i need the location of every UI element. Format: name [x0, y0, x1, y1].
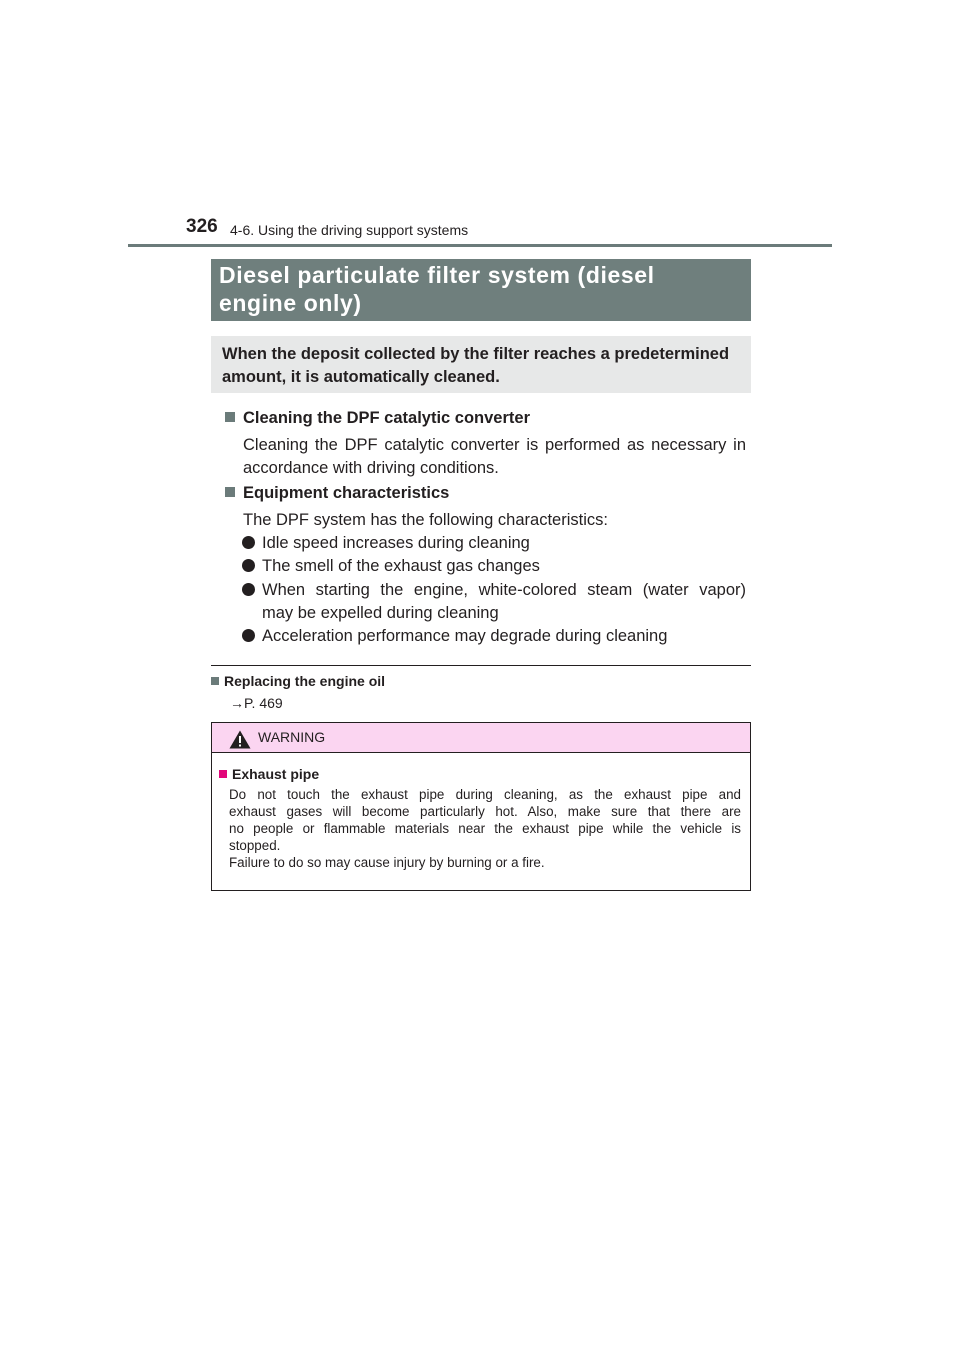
note-heading — [211, 673, 385, 689]
cleaning-heading-text: Cleaning the DPF catalytic converter — [243, 409, 531, 427]
bullet-dot-icon — [242, 629, 255, 642]
bullet-dot-icon — [242, 536, 255, 549]
note-heading-text: Replacing the engine oil — [224, 673, 386, 689]
warning-header — [212, 723, 750, 753]
page-reference-link[interactable]: →P. 469 — [230, 695, 283, 711]
warning-line: Do not touch the exhaust pipe during cleaning, as the exhaust pipe and — [229, 787, 741, 802]
intro-line-2: amount, it is automatically cleaned. — [222, 368, 500, 386]
bullet-item: Acceleration performance may degrade during cleaning — [242, 625, 746, 648]
warning-item-heading-text: Exhaust pipe — [232, 766, 320, 782]
bullet-item: Idle speed increases during cleaning — [242, 532, 746, 555]
warning-box — [211, 722, 751, 891]
cleaning-text-line-2: accordance with driving conditions. — [243, 459, 499, 477]
bullet-dot-icon — [242, 559, 255, 572]
bullet-item: When starting the engine, white-colored steam (water vapor) may be expelled during cleaning — [242, 579, 746, 625]
square-bullet-icon — [225, 412, 235, 422]
cleaning-heading — [225, 409, 530, 428]
warning-label: WARNING — [258, 729, 326, 745]
square-bullet-icon — [219, 770, 227, 778]
equipment-intro: The DPF system has the following characteristics: — [243, 511, 608, 529]
page-number: 326 — [186, 216, 218, 237]
equipment-heading-text: Equipment characteristics — [243, 484, 450, 502]
bullet-item: The smell of the exhaust gas changes — [242, 555, 746, 578]
equipment-heading — [225, 484, 449, 503]
warning-triangle-icon — [229, 730, 251, 749]
bullet-continuation: may be expelled during cleaning — [262, 604, 499, 622]
intro-line-1: When the deposit collected by the filter reaches a predetermined — [222, 345, 730, 363]
warning-line: exhaust gases will become particularly hot. Also, make sure that there are — [229, 804, 741, 819]
intro-box — [211, 336, 751, 393]
running-head: 4-6. Using the driving support systems — [230, 222, 469, 238]
notes-rule — [211, 665, 751, 666]
section-title-line-1: Diesel particulate filter system (diesel — [219, 262, 655, 288]
section-title-line-2: engine only) — [219, 290, 362, 316]
bullet-dot-icon — [242, 583, 255, 596]
warning-item-heading — [219, 766, 319, 782]
warning-line: Failure to do so may cause injury by burning or a fire. — [229, 855, 545, 870]
square-bullet-icon — [225, 487, 235, 497]
cleaning-text-line-1: Cleaning the DPF catalytic converter is performed as necessary in — [243, 436, 746, 454]
header-rule — [128, 244, 832, 247]
warning-text — [229, 786, 741, 871]
cleaning-text — [243, 434, 746, 480]
warning-line: no people or flammable materials near the exhaust pipe while the vehicle is — [229, 821, 741, 836]
square-bullet-icon — [211, 677, 219, 685]
warning-line: stopped. — [229, 838, 281, 853]
section-title — [211, 259, 751, 321]
